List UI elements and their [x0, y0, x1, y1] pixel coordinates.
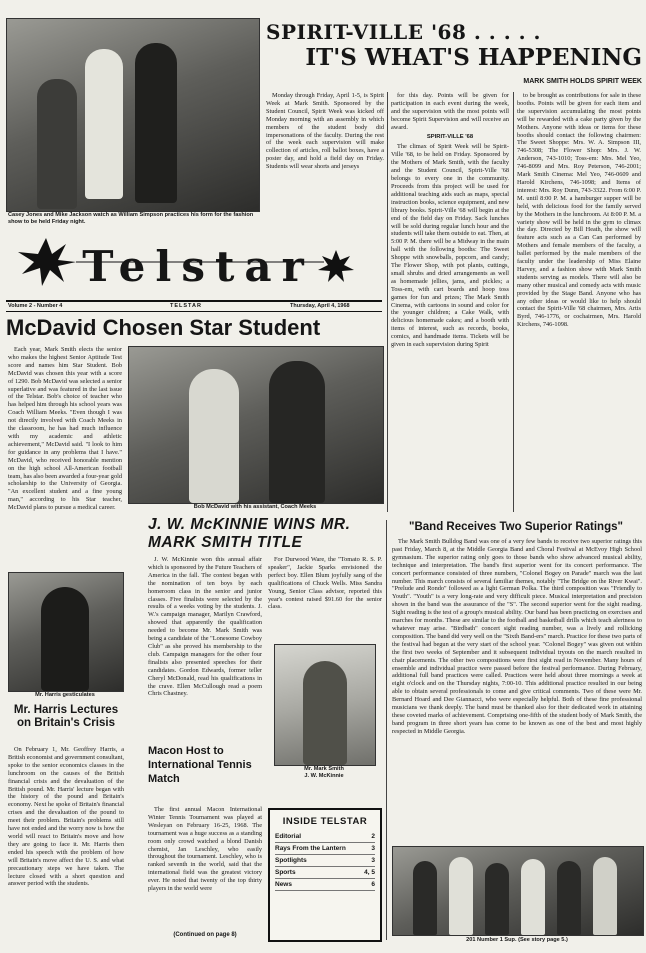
spirit-story-col-1 [266, 92, 384, 215]
mckinnie-headline: J. W. McKINNIE WINS MR. MARK SMITH TITLE [148, 516, 351, 551]
inside-telstar-item-page: 2 [362, 831, 375, 843]
spirit-story-subhead: SPIRIT-VILLE '68 [426, 133, 474, 140]
masthead [6, 232, 382, 298]
harris-paragraph: On February 1, Mr. Geoffrey Harris, a British economist and government consultant, spoke to the senior economics classes in the lunchroom on the causes of the British financial crisis and the devaluation of the British pound. Mr. Harris' lecture began with the history of the pound and Britain's economy. Next he spoke of Britain's financial crises and the devaluation of the pound to meet their problem. Britain's problems still have not ended and the worry now is how the world will react to Britain's move and how they are going to face it. Mr. Harris then ended his speech with the problem of how will Britain's move affect the U. S. and what precautionary steps we have taken. The lecture closed with a short question and answer period with the students. [8, 746, 124, 888]
masthead-paper-name: TELSTAR [170, 303, 202, 309]
person-silhouette [413, 861, 437, 935]
spirit-story-col-3 [517, 92, 641, 512]
inside-telstar-item [275, 855, 375, 867]
person-silhouette [85, 49, 123, 199]
inside-telstar-item [275, 831, 375, 843]
band-photo-caption: 201 Number 1 Sup. (See story page 5.) [466, 937, 568, 943]
inside-telstar-list [275, 831, 375, 891]
inside-telstar-box [268, 808, 382, 942]
mcdavid-photo [128, 346, 384, 504]
masthead-nameplate: Telstar [82, 242, 314, 291]
inside-telstar-item-page: 3 [362, 855, 375, 867]
banner-line-2: IT'S WHAT'S HAPPENING [305, 44, 642, 71]
inside-telstar-title: INSIDE TELSTAR [282, 816, 368, 827]
harris-photo [8, 572, 124, 692]
inside-telstar-item-label: News [275, 879, 362, 891]
person-silhouette [557, 861, 581, 935]
fashion-show-caption: Casey Jones and Mike Jackson watch as William Simpson practices his form for the fashion show to be held Friday night. [8, 212, 254, 225]
mckinnie-paragraph: For Durwood Ware, the "Tomato R. S. P. speaker", Jackie Sparks envisioned the perfect boy. Ellen Blum joyfully sang of the qualifications of Chuck Wells. Miss Sandra Young, Senior Class advisor, reported this year's contest raised $91.60 for the senior class. [268, 556, 382, 611]
person-silhouette [449, 857, 473, 935]
person-silhouette [37, 79, 77, 209]
person-silhouette [41, 587, 89, 691]
spirit-story-col-2 [391, 92, 509, 512]
fashion-show-photo [6, 18, 260, 212]
spirit-story-paragraph: The climax of Spirit Week will be Spirit-Ville '68, to be held on Friday. Sponsored by the Mothers of Mark Smith, with the faculty and the Student Council, Spirit-Ville '68 belongs to every one in the community. Proceeds from this project will be used for additional teaching aids such as maps, special instruction books, science equipment, and new library books. Spirit-Ville '68 will begin at the end of the field day on Friday. Sack lunches will be sold during regular lunch hour and the students will take them outside to eat. Then, at 5:00 P. M. there will be a Midway in the main hall with the following booths: The Sweet Shoppe with snowballs, popcorn, and candy; The Flower Shop, with pot plants, cuttings, small shrubs and dried arrangements as well as homemade jellies, jams, and pickles; a Toss-em, with cart boards and hoop toss games for fun and prizes; The Mark Smith Cinema, with cartoons in sound and color for the younger children; a Cake Walk, with delicious homemade cakes; and a booth with items of interest, such as records, books, comics, and handmade items. Tickets will be given in each supervision during Spirit [391, 143, 509, 349]
person-silhouette [593, 857, 617, 935]
inside-telstar-item [275, 867, 375, 879]
mckinnie-col-1 [148, 556, 262, 736]
person-silhouette [485, 863, 509, 935]
column-divider [513, 92, 514, 512]
column-divider [387, 92, 388, 512]
person-silhouette [521, 859, 545, 935]
inside-telstar-item-page: 4, 5 [362, 867, 375, 879]
band-headline: "Band Receives Two Superior Ratings" [409, 521, 623, 533]
masthead-date: Thursday, April 4, 1968 [290, 303, 350, 309]
mckinnie-col-2 [268, 556, 382, 638]
column-divider [386, 520, 387, 940]
inside-telstar-item-label: Rays From the Lantern [275, 843, 362, 855]
tennis-headline: Macon Host to International Tennis Match [148, 745, 252, 785]
inside-telstar-item-label: Editorial [275, 831, 362, 843]
star-student-headline: McDavid Chosen Star Student [6, 315, 321, 340]
masthead-rule [6, 300, 382, 302]
harris-caption: Mr. Harris gesticulates [35, 692, 95, 698]
masthead-volume: Volume 2 - Number 4 [8, 303, 63, 309]
inside-telstar-item-label: Spotlights [275, 855, 362, 867]
band-paragraph: The Mark Smith Bulldog Band was one of a very few bands to receive two superior ratings this past Friday, March 8, at the Middle Georgia Band and Choral Festival at McEvoy High School gymnasium. The superior rating only goes to those bands who show advanced musical ability, technique and interpretation. The band's first superior went for its concert performance. The concert performance consisted of three numbers, "Colonel Bogey on Parade" march was the last number. This march consists of several familiar themes, notably "The Bridge on the River Kwai". "Prelude and Rondo" followed as a light German Polka. The third composition was "Friendly to Youth". "Youth" is a very long-rate and very difficult piece. Musical interpretation and precision shown in the band was the assurance of the "S". The second superior went for the sight reading. Sight reading is the test of a group's musical ability. Our band has been practicing on exercises and marches for months. These are similar to the football and basketball drills which teach alertness to whatever may arise. "Birdbath" concert sight reading number, was a lively and rollicking composition. The band did very well on the "Sixth Band-ers" march. Practice for these two parts of the festival had begun at the very start of the school year. "Colonel Bogey" was given out within the first two weeks of September and it subsequent individual tryouts on the march resulted in chair placements. The other two compositions were first sight read in November. Many hours of ensemble and individual practice were passed before the festival performance. During February, additional full band practices were called. Practices were held about three mornings a week at eight o'clock and on the Thursday nights, 7:00-10. This additional practice resulted in our being able to obtain several professionals to come and give critical comments. Two of these were Mr. Bernard Hoard and Dee Giannacci, who were especially helpful. Both of these fine professional musicians we thank deeply. The band must be thanked also for their dedicated work in attaining these coveted marks of achievement. Comprising one-fifth of the student body of Mark Smith, the band program in three short years has come to be known as one of the best and most highly respected in Middle Georgia. [392, 538, 642, 735]
person-silhouette [303, 661, 347, 765]
tennis-text [148, 806, 262, 930]
star-student-paragraph: Each year, Mark Smith elects the senior who makes the highest Senior Aptitude Test score and names him Star Student. Bob McDavid was chosen this year with a score of 1290. Bob McDavid was selected a senior superlative and was featured in the last issue of the Telstar. Bob's choice of teacher who has helped him through his school years was Coach William Meeks. "Even though I was not directly involved with Coach Meeks in the classroom, he has had much influence with my academic and athletic achievement," McDavid said. "I look to him for guidance in any problems that I have." McDavid, who received honorable mention on the high school All-American football team, has also been awarded a four-year gold scholarship to the University of Georgia. "An excellent student and a fine young man," according to his Star teacher, McDavid plans to pursue a medical career. [8, 346, 122, 512]
inside-telstar-item [275, 843, 375, 855]
banner-subhead: MARK SMITH HOLDS SPIRIT WEEK [523, 78, 642, 85]
mcdavid-caption: Bob McDavid with his assistant, Coach Meeks [193, 504, 317, 510]
harris-headline: Mr. Harris Lectures on Britain's Crisis [13, 704, 119, 729]
person-silhouette [135, 43, 177, 203]
spirit-story-paragraph: to be brought as contributions for sale in these booths. Points will be given for each item and the supervision accumulating the most points will be rewarded with a cake party given by the Mothers. Anyone with ideas or items for these booths should contact the following chairmen: The Sweet Shoppe: Mrs. W. A. Simpson III, 746-5308; The Flower Shop: Mrs. J. W. Anderson, 743-1010; Toss-em: Mrs. Mel Yeo, 746-8099 and Mrs. Roy Peterson, 746-2001; Mark Smith Cinema: Mel Yeo, 746-0609 and Harold Kirchens, 746-1098; and Items of interest: Mrs. Roy Dunn, 743-3322. From 6:00 P. M. until 8:00 P. M. a hamburger supper will be held, with delicious food for the family served by the Mothers in the lunchroom. At 8:00 P. M. a variety show will be held in the gym to climax the day. Directed by Bill Heath, the show will feature acts such as a Can Can performed by Mothers and female members of the faculty, a ballet performed by the male members of the faculty under the leadership of Miss Elaine Harvey, and a fashion show with Mark Smith students serving as models. There will also be many other musical and comedy acts with music provided by the Stage Band. Anyone who has any other ideas or would like to help should contact the Spirit-Ville '68 chairmen, Mrs. Artis Byrd, 746-1776, or cochairmen, Mrs. Harold Kirchens, 746-1098. [517, 92, 641, 329]
mckinnie-paragraph: J. W. McKinnie won this annual affair which is sponsored by the Future Teachers of America in the fall. The contest began with the nomination of ten boys by each homeroom class in the senior and junior classes. Five finalists were selected by the results of a weeks voting by the students. J. W.'s campaign manager, Marilyn Crawford, showed that apparently the qualification needed to become Mr. Mark Smith was being a candidate of the "Lonesome Cowboy Club" as she proved his membership to the club. Campaign managers for the other four finalists also presented speeches for their candidates. Gordon Edwards, former teller Cheryl McDonald, read his qualifications in the crave. Ellen McCullough read a poem Chris Chastney. [148, 556, 262, 698]
harris-text [8, 746, 124, 940]
star-student-text [8, 346, 122, 568]
spirit-story-paragraph: Monday through Friday, April 1-5, is Spirit Week at Mark Smith. Sponsored by the Student Council, Spirit Week was kicked off Monday morning with an assembly in which members of the student body did impersonations of the faculty. During the rest of the week each supervision will make collection of articles, roll ballot boxes, have a poster day, and hold a field day on Friday. Students will wear shorts and jerseys [266, 92, 384, 171]
band-photo [392, 846, 644, 936]
band-text [392, 538, 642, 838]
spirit-story-paragraph: for this day. Points will be given for participation in each event during the week, and the supervision with the most points will become Spirit Supervision and will receive an award. [391, 92, 509, 131]
tennis-paragraph: The first annual Macon International Winter Tennis Tournament was played at Wesleyan on February 16-25, 1968. The tournament was a huge success as a standing room only crowd watched a blond Danish chemist, Jan Leschley, who easily throughout the tournament. Leschley, who is ranked seventh in the world, said that the international field was the greatest victory ever. He noted that twenty of the top thirty players in the world were [148, 806, 262, 893]
mckinnie-photo [274, 644, 376, 766]
mckinnie-caption: Mr. Mark Smith J. W. McKinnie [304, 766, 344, 779]
person-silhouette [269, 361, 325, 503]
inside-telstar-item-label: Sports [275, 867, 362, 879]
inside-telstar-item-page: 3 [362, 843, 375, 855]
tennis-continued: (Continued on page 8) [173, 932, 237, 938]
masthead-rule [6, 311, 382, 312]
banner-line-1: SPIRIT-VILLE '68 . . . . . [266, 20, 542, 44]
person-silhouette [189, 369, 239, 503]
inside-telstar-item [275, 879, 375, 891]
inside-telstar-item-page: 6 [362, 879, 375, 891]
